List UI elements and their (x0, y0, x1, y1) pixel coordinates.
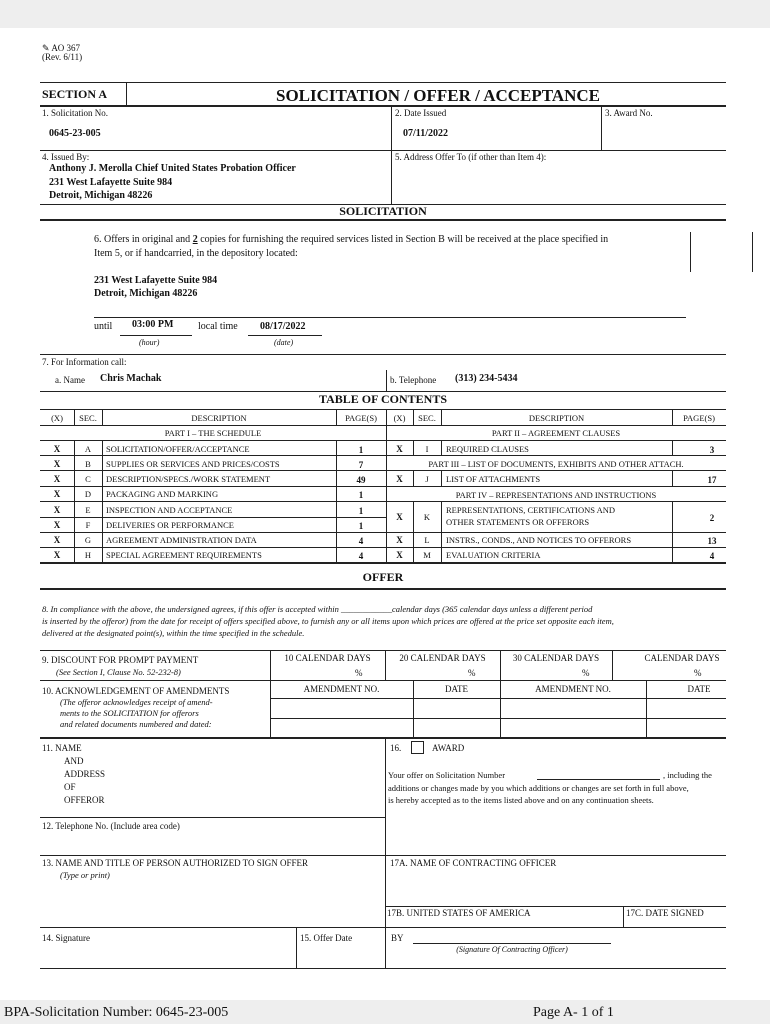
toc-sec: D (84, 489, 92, 499)
issuer-name: Anthony J. Merolla Chief United States Probation Officer (49, 163, 296, 174)
rule (40, 855, 726, 856)
award-label: AWARD (432, 743, 465, 753)
part2-header: PART II – AGREEMENT CLAUSES (491, 428, 621, 438)
divider (102, 440, 103, 562)
item16-label: 16. (390, 743, 402, 753)
rule (40, 486, 726, 487)
rule (40, 927, 726, 928)
pct-10: % (355, 668, 363, 678)
amendment-no-header: AMENDMENT NO. (303, 684, 380, 694)
toc-pages: 1 (358, 490, 364, 500)
toc-x: X (53, 535, 61, 545)
toc-desc: INSPECTION AND ACCEPTANCE (106, 505, 233, 515)
amendment-date-header-2: DATE (687, 684, 711, 694)
col-desc-left: DESCRIPTION (191, 413, 247, 423)
toc-desc: LIST OF ATTACHMENTS (446, 474, 541, 484)
due-date: 08/17/2022 (260, 321, 306, 332)
award-checkbox[interactable] (411, 741, 424, 754)
award-text-2: additions or changes made by you which additions or changes are set forth in full above, (388, 783, 689, 793)
toc-pages: 4 (709, 551, 715, 561)
divider (391, 150, 392, 204)
item11-label: 11. NAME (42, 743, 82, 753)
item10-sub2: ments to the SOLICITATION for offerors (60, 708, 199, 718)
solicitation-heading: SOLICITATION (339, 204, 427, 218)
toc-pages: 3 (709, 445, 715, 455)
toc-pages: 13 (707, 536, 717, 546)
divider (386, 370, 387, 392)
toc-pages: 49 (356, 475, 366, 485)
toc-desc: OTHER STATEMENTS OR OFFERORS (446, 517, 590, 527)
award-text-1: Your offer on Solicitation Number (388, 770, 506, 780)
item13-sub: (Type or print) (60, 870, 110, 880)
toc-desc: PACKAGING AND MARKING (106, 489, 219, 499)
item17b-label: 17B. UNITED STATES OF AMERICA (387, 908, 531, 918)
toc-heading: TABLE OF CONTENTS (318, 392, 448, 406)
divider (391, 106, 392, 150)
discount-10-days: 10 CALENDAR DAYS (284, 653, 371, 663)
col-x-left: (X) (51, 413, 63, 423)
toc-pages: 1 (358, 445, 364, 455)
col-x-right: (X) (393, 413, 406, 423)
rule (413, 943, 611, 944)
pct-30: % (582, 668, 590, 678)
item14-label: 14. Signature (42, 933, 90, 943)
rule (40, 680, 726, 681)
toc-x: X (53, 444, 61, 454)
offer-heading: OFFER (362, 570, 404, 584)
footer-page-number: Page A- 1 of 1 (533, 1005, 614, 1020)
toc-x: X (53, 520, 61, 530)
section-label: SECTION A (42, 87, 108, 101)
issuer-city: Detroit, Michigan 48226 (49, 190, 153, 201)
item4-label: 4. Issued By: (42, 152, 90, 162)
pct-other: % (694, 668, 702, 678)
item17c-label: 17C. DATE SIGNED (626, 908, 704, 918)
rule (40, 968, 726, 969)
item2-label: 2. Date Issued (395, 108, 447, 118)
rule (40, 150, 726, 151)
toc-desc: SPECIAL AGREEMENT REQUIREMENTS (106, 550, 262, 560)
toc-sec: E (85, 505, 91, 515)
toc-desc: EVALUATION CRITERIA (446, 550, 541, 560)
toc-desc: INSTRS., CONDS., AND NOTICES TO OFFERORS (446, 535, 632, 545)
toc-sec: I (425, 444, 429, 454)
rule (40, 425, 726, 426)
due-time: 03:00 PM (132, 319, 174, 330)
item8-line2: is inserted by the offeror) from the date for receipt of offers specified above, to furnish any or all items upon which prices are offered at the price set opposite each item, (42, 616, 614, 626)
rule (40, 501, 726, 502)
depository-street: 231 West Lafayette Suite 984 (94, 275, 218, 286)
toc-pages: 1 (358, 506, 364, 516)
contact-name: Chris Machak (100, 373, 162, 384)
rule (537, 779, 660, 780)
page-title: SOLICITATION / OFFER / ACCEPTANCE (276, 86, 600, 105)
toc-sec: L (424, 535, 430, 545)
rule (40, 588, 726, 590)
item13-label: 13. NAME AND TITLE OF PERSON AUTHORIZED TO SIGN OFFER (42, 858, 309, 868)
toc-sec: B (85, 459, 91, 469)
item17a-label: 17A. NAME OF CONTRACTING OFFICER (390, 858, 557, 868)
item8-line3: delivered at the designated point(s), within the time specified in the schedule. (42, 628, 305, 638)
top-margin-band (0, 0, 770, 28)
item7-label: 7. For Information call: (42, 357, 127, 367)
toc-x: X (396, 535, 403, 545)
rule (40, 105, 726, 107)
item10-sub1: (The offeror acknowledges receipt of amend- (60, 697, 213, 707)
rule (40, 517, 386, 518)
col-pages-left: PAGE(S) (345, 413, 377, 423)
toc-pages: 17 (707, 475, 717, 485)
toc-x: X (53, 505, 61, 515)
rule (40, 737, 726, 739)
rule (120, 335, 192, 336)
local-time-label: local time (198, 321, 238, 332)
item11-of: OF (64, 782, 76, 792)
amendment-date-header: DATE (445, 684, 468, 694)
divider (441, 440, 442, 455)
rule (40, 650, 726, 651)
item6-line1: 6. Offers in original and 2 copies for furnishing the required services listed in Section B will be received at the place specified in (94, 234, 609, 245)
rule (40, 409, 726, 410)
rule (40, 817, 385, 818)
amendment-no-header-2: AMENDMENT NO. (535, 684, 611, 694)
footer-solicitation-number: BPA-Solicitation Number: 0645-23-005 (4, 1005, 229, 1020)
item5-label: 5. Address Offer To (if other than Item 4): (395, 152, 547, 162)
discount-other-days: CALENDAR DAYS (644, 653, 720, 663)
col-sec-right: SEC. (418, 413, 436, 423)
divider (690, 232, 691, 272)
divider (623, 906, 624, 928)
col-sec-left: SEC. (79, 413, 97, 423)
pen-icon: ✎ (42, 43, 50, 53)
form-id: ✎ AO 367 (42, 43, 81, 53)
rule (248, 335, 322, 336)
toc-x: X (53, 550, 61, 560)
part1-header: PART I – THE SCHEDULE (164, 428, 262, 438)
rule (94, 317, 686, 318)
divider (752, 232, 753, 272)
toc-desc: DESCRIPTION/SPECS./WORK STATEMENT (106, 474, 271, 484)
contact-phone-label: b. Telephone (390, 375, 437, 385)
issuer-street: 231 West Lafayette Suite 984 (49, 177, 173, 188)
rule (40, 219, 726, 221)
toc-desc: REQUIRED CLAUSES (446, 444, 529, 454)
toc-pages: 4 (358, 551, 364, 561)
toc-pages: 2 (709, 513, 715, 523)
item6-line2: Item 5, or if handcarried, in the depository located: (94, 248, 298, 259)
toc-desc: DELIVERIES OR PERFORMANCE (106, 520, 234, 530)
revision: (Rev. 6/11) (42, 52, 83, 62)
toc-sec: K (423, 512, 431, 522)
toc-x: X (396, 550, 403, 560)
toc-sec: G (84, 535, 92, 545)
discount-20-days: 20 CALENDAR DAYS (399, 653, 486, 663)
rule (40, 532, 726, 533)
item1-label: 1. Solicitation No. (42, 108, 108, 118)
toc-x: X (396, 474, 403, 484)
item15-label: 15. Offer Date (300, 933, 353, 943)
item12-label: 12. Telephone No. (Include area code) (42, 821, 180, 831)
item9-sub: (See Section I, Clause No. 52-232-8) (56, 667, 181, 677)
rule (40, 547, 726, 548)
item9-label: 9. DISCOUNT FOR PROMPT PAYMENT (42, 655, 199, 665)
rule (40, 470, 726, 471)
toc-x: X (53, 489, 61, 499)
rule (40, 440, 726, 441)
contact-phone: (313) 234-5434 (455, 373, 518, 384)
signature-caption: (Signature Of Contracting Officer) (456, 945, 568, 954)
part3-header: PART III – LIST OF DOCUMENTS, EXHIBITS AND OTHER ATTACH. (428, 459, 684, 469)
toc-desc: AGREEMENT ADMINISTRATION DATA (106, 535, 257, 545)
divider (601, 106, 602, 150)
toc-x: X (396, 512, 403, 522)
date-caption: (date) (274, 338, 294, 347)
divider (296, 927, 297, 968)
divider (441, 470, 442, 486)
toc-x: X (396, 444, 403, 454)
item11-and: AND (64, 756, 84, 766)
discount-30-days: 30 CALENDAR DAYS (512, 653, 600, 663)
toc-desc: REPRESENTATIONS, CERTIFICATIONS AND (446, 505, 616, 515)
rule (40, 82, 726, 83)
pct-20: % (468, 668, 476, 678)
divider (385, 738, 386, 968)
toc-sec: F (85, 520, 91, 530)
toc-sec: J (425, 474, 429, 484)
toc-pages: 1 (358, 521, 364, 531)
rule (40, 562, 726, 564)
item10-sub3: and related documents numbered and dated: (60, 719, 212, 729)
toc-x: X (53, 474, 61, 484)
rule (40, 354, 726, 355)
part4-header: PART IV – REPRESENTATIONS AND INSTRUCTIONS (455, 490, 657, 500)
award-text-3: is hereby accepted as to the items listed above and on any continuation sheets. (388, 795, 654, 805)
until-label: until (94, 321, 113, 332)
toc-pages: 4 (358, 536, 364, 546)
rule (270, 718, 726, 719)
depository-city: Detroit, Michigan 48226 (94, 288, 198, 299)
copies-count: 2 (192, 234, 198, 245)
award-text-1b: , including the (663, 770, 712, 780)
rule (40, 455, 726, 456)
solicitation-number: 0645-23-005 (49, 128, 101, 139)
item8-line1: 8. In compliance with the above, the undersigned agrees, if this offer is accepted within ____________calendar days (365 calendar days unless a different period (42, 604, 593, 614)
by-label: BY (391, 933, 404, 943)
toc-desc: SOLICITATION/OFFER/ACCEPTANCE (106, 444, 250, 454)
toc-sec: H (84, 550, 92, 560)
toc-sec: C (85, 474, 91, 484)
rule (270, 698, 726, 699)
item10-label: 10. ACKNOWLEDGEMENT OF AMENDMENTS (42, 686, 230, 696)
col-desc-right: DESCRIPTION (528, 413, 585, 423)
toc-sec: A (84, 444, 92, 454)
date-issued: 07/11/2022 (403, 128, 449, 139)
toc-sec: M (423, 550, 431, 560)
divider (441, 501, 442, 562)
toc-desc: SUPPLIES OR SERVICES AND PRICES/COSTS (106, 459, 280, 469)
item3-label: 3. Award No. (605, 108, 653, 118)
toc-pages: 7 (358, 460, 364, 470)
hour-caption: (hour) (139, 338, 160, 347)
item11-offeror: OFFEROR (64, 795, 105, 805)
col-pages-right: PAGE(S) (683, 413, 715, 423)
contact-name-label: a. Name (55, 375, 85, 385)
rule (385, 906, 726, 907)
toc-x: X (53, 459, 61, 469)
item11-address: ADDRESS (64, 769, 106, 779)
